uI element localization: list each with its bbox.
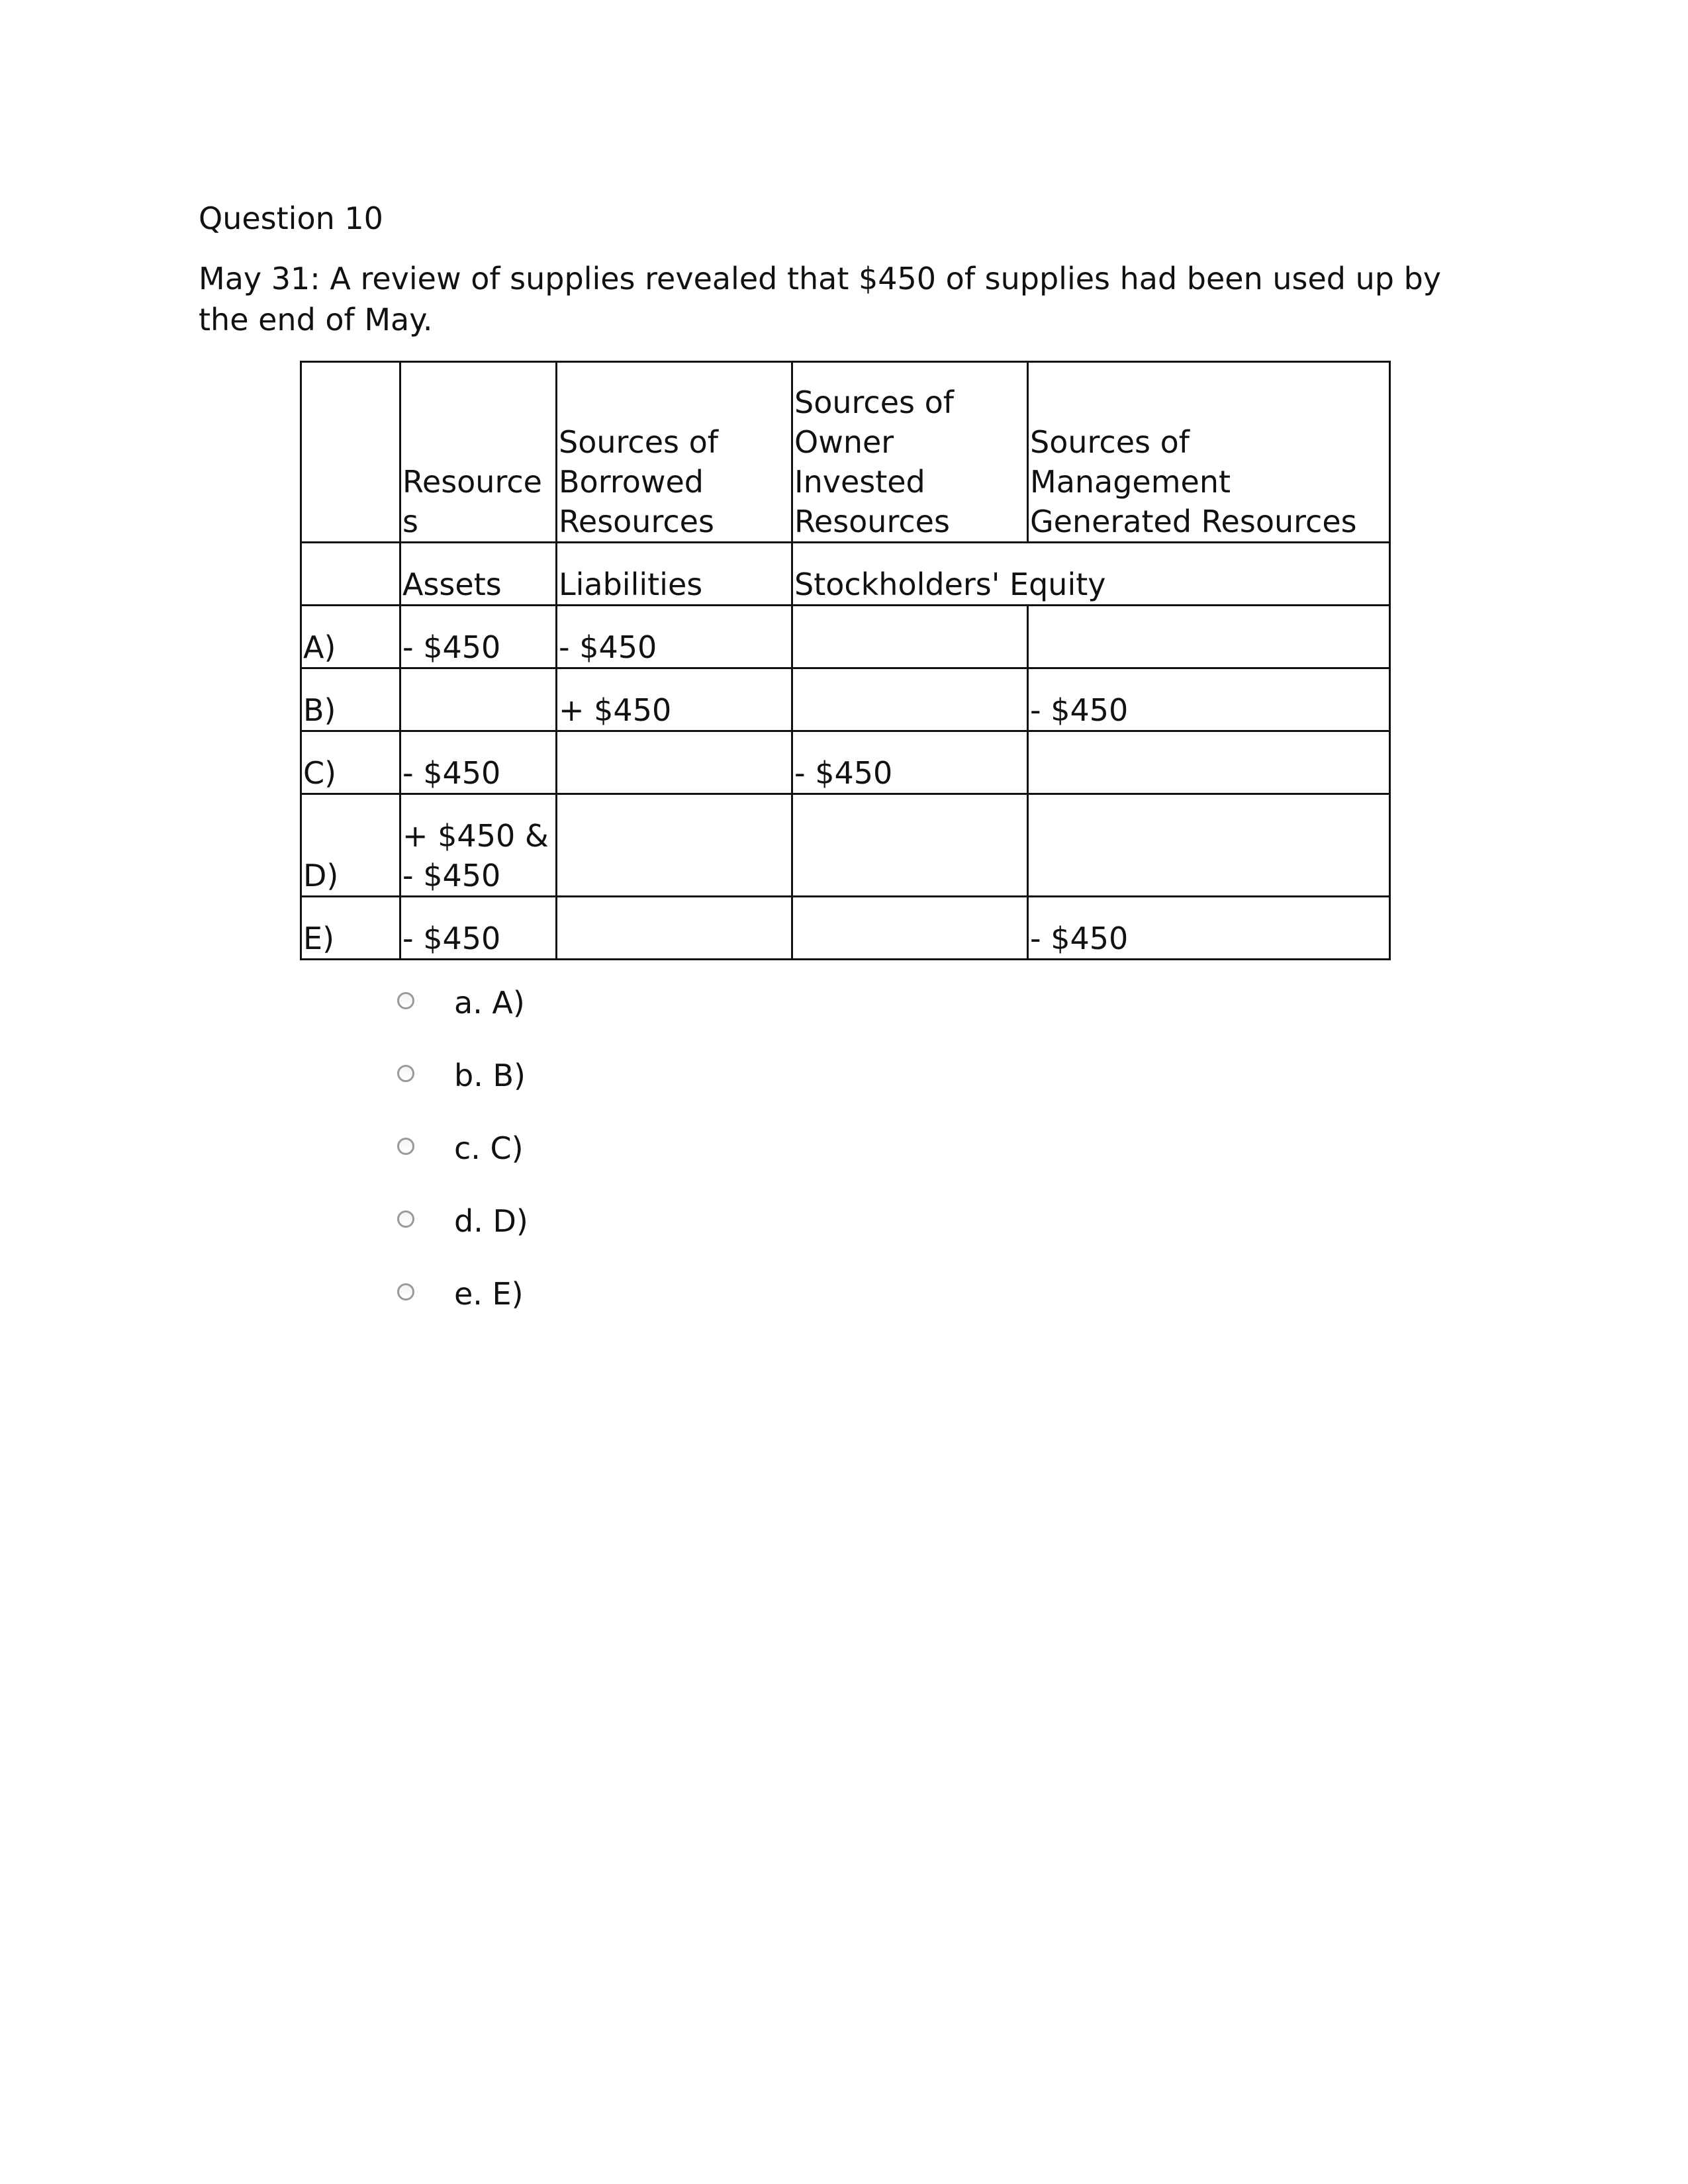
table-cell: [792, 668, 1028, 731]
table-cell: - $450: [557, 606, 792, 668]
row-label: C): [301, 731, 400, 794]
option-label: e. E): [454, 1276, 524, 1312]
row-label: D): [301, 794, 400, 897]
option-label: b. B): [454, 1058, 526, 1093]
table-cell: - $450: [400, 897, 557, 960]
table-row: [301, 668, 1390, 731]
table-cell: [792, 606, 1028, 668]
table-cell: - $450: [400, 731, 557, 794]
table-cell: [1028, 606, 1390, 668]
question-title: Question 10: [199, 201, 383, 236]
radio-button[interactable]: [397, 1065, 414, 1082]
row-label: E): [301, 897, 400, 960]
option-label: c. C): [454, 1130, 524, 1166]
accounting-equation-table: [300, 361, 1391, 960]
table-subheader-row: [301, 543, 1390, 606]
table-cell: [1028, 731, 1390, 794]
option-label: d. D): [454, 1203, 528, 1239]
table-cell: [557, 897, 792, 960]
table-cell: - $450: [1028, 897, 1390, 960]
header-cell-blank: [301, 362, 400, 543]
table-row: [301, 606, 1390, 668]
table-row: [301, 897, 1390, 960]
question-text: May 31: A review of supplies revealed that $450 of supplies had been used up by the end of May.: [199, 261, 1441, 338]
table-row: [301, 794, 1390, 897]
option-d[interactable]: [397, 1185, 528, 1257]
option-a[interactable]: [397, 966, 528, 1039]
table-cell: - $450: [792, 731, 1028, 794]
table-cell: [1028, 794, 1390, 897]
subheader-cell-equity: Stockholders' Equity: [792, 543, 1390, 606]
radio-button[interactable]: [397, 1210, 414, 1228]
header-cell-borrowed: Sources of Borrowed Resources: [557, 362, 792, 543]
table-cell: [557, 731, 792, 794]
table-cell: [792, 794, 1028, 897]
option-c[interactable]: [397, 1112, 528, 1185]
table-cell: - $450: [1028, 668, 1390, 731]
subheader-cell-liabilities: Liabilities: [557, 543, 792, 606]
header-cell-management-generated: Sources of Management Generated Resources: [1028, 362, 1390, 543]
option-label: a. A): [454, 985, 525, 1021]
header-cell-resources: Resources: [400, 362, 557, 543]
row-label: A): [301, 606, 400, 668]
table-row: [301, 731, 1390, 794]
option-b[interactable]: [397, 1039, 528, 1112]
radio-button[interactable]: [397, 992, 414, 1009]
subheader-cell-blank: [301, 543, 400, 606]
subheader-cell-assets: Assets: [400, 543, 557, 606]
table-cell: [792, 897, 1028, 960]
radio-button[interactable]: [397, 1138, 414, 1155]
header-cell-owner-invested: Sources of Owner Invested Resources: [792, 362, 1028, 543]
table-cell: + $450: [557, 668, 792, 731]
table-cell: [400, 668, 557, 731]
table-cell: - $450: [400, 606, 557, 668]
row-label: B): [301, 668, 400, 731]
table-header-row: [301, 362, 1390, 543]
table-cell: + $450 & - $450: [400, 794, 557, 897]
option-e[interactable]: [397, 1257, 528, 1330]
answer-options: [397, 966, 528, 1330]
radio-button[interactable]: [397, 1283, 414, 1300]
table-cell: [557, 794, 792, 897]
